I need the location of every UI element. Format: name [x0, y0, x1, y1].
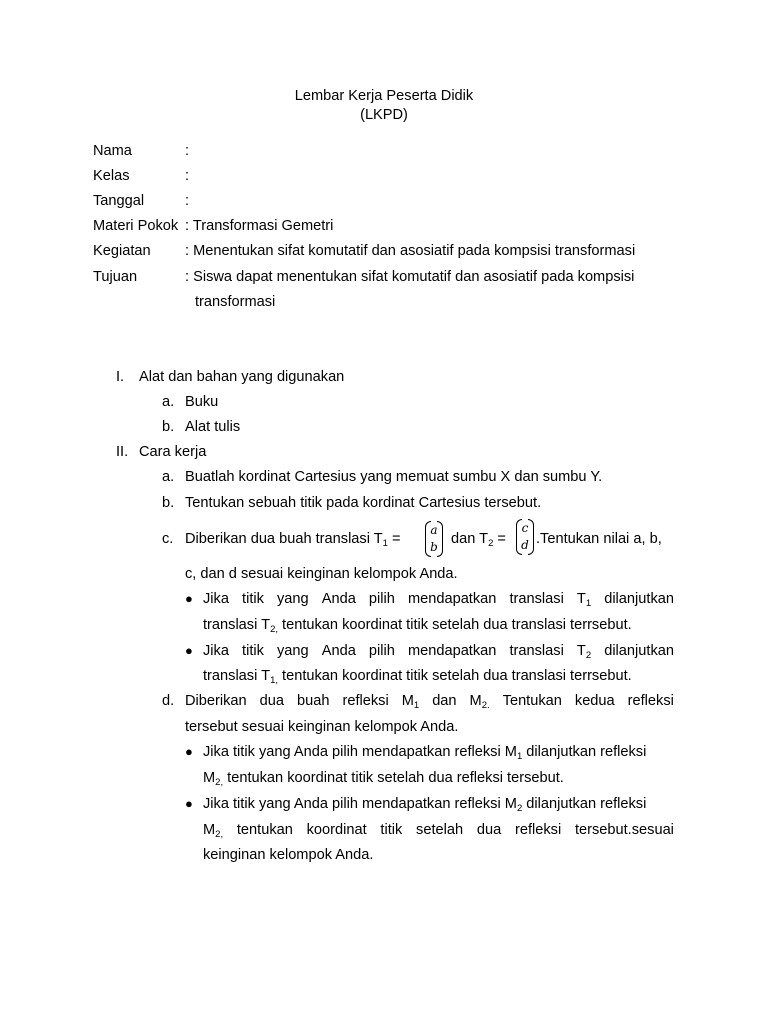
step-a-text: Buatlah kordinat Cartesius yang memuat sumbu X dan sumbu Y.	[185, 469, 603, 485]
vector-t1-bottom: b	[430, 540, 438, 554]
list-marker: a.	[162, 394, 175, 410]
field-value-tujuan-cont: transformasi	[195, 294, 276, 310]
field-value-tujuan: : Siswa dapat menentukan sifat komutatif dan asosiatif pada kompsisi	[185, 269, 635, 285]
section-1-title: Alat dan bahan yang digunakan	[139, 369, 345, 385]
vector-t2-top: c	[521, 521, 529, 535]
field-label-nama: Nama	[93, 143, 132, 159]
d-bullet-1-line-2: $M_{2,}$ tentukan koordinat titik setelah dua refleksi tersebut.	[203, 770, 564, 788]
field-label-tanggal: Tanggal	[93, 193, 145, 209]
step-c-mid: dan $T_2$ =	[451, 531, 506, 549]
vector-t2	[516, 519, 534, 555]
field-label-kelas: Kelas	[93, 168, 130, 184]
document-title: Lembar Kerja Peserta Didik	[294, 88, 474, 104]
list-marker: b.	[162, 495, 175, 511]
field-value-tanggal: :	[185, 193, 190, 209]
c-bullet-2-line-2: translasi $T_{1,}$ tentukan koordinat titik setelah dua translasi terrsebut.	[203, 668, 632, 686]
field-value-nama: :	[185, 143, 190, 159]
vector-t1-top: a	[430, 523, 438, 537]
bullet-icon: ●	[185, 744, 193, 759]
field-label-kegiatan: Kegiatan	[93, 243, 151, 259]
bullet-icon: ●	[185, 643, 193, 658]
step-c-tail: .Tentukan nilai a, b,	[536, 531, 662, 547]
field-value-materi: : Transformasi Gemetri	[185, 218, 334, 234]
vector-t1	[425, 521, 443, 557]
section-1-number: I.	[116, 369, 125, 385]
step-c-cont: c, dan d sesuai keinginan kelompok Anda.	[185, 566, 458, 582]
document-subtitle: (LKPD)	[360, 107, 408, 123]
bullet-icon: ●	[185, 591, 193, 606]
step-d-line-1: Diberikan dua buah refleksi $M_1$ dan $M_{2.}$ Tentukan kedua refleksi	[185, 693, 674, 711]
list-marker: b.	[162, 419, 175, 435]
step-b-text: Tentukan sebuah titik pada kordinat Cartesius tersebut.	[185, 495, 542, 511]
d-bullet-2-line-3: keinginan kelompok Anda.	[203, 847, 374, 863]
field-label-tujuan: Tujuan	[93, 269, 138, 285]
list-item: Buku	[185, 394, 219, 410]
d-bullet-2-line-1: Jika titik yang Anda pilih mendapatkan refleksi $M_2$ dilanjutkan refleksi	[203, 796, 647, 814]
field-value-kelas: :	[185, 168, 190, 184]
list-marker: a.	[162, 469, 175, 485]
c-bullet-2-line-1: Jika titik yang Anda pilih mendapatkan translasi $T_2$ dilanjutkan	[203, 643, 674, 661]
list-item: Alat tulis	[185, 419, 241, 435]
section-2-title: Cara kerja	[139, 444, 207, 460]
list-marker: c.	[162, 531, 174, 547]
d-bullet-2-line-2: $M_{2,}$ tentukan koordinat titik setelah dua refleksi tersebut.sesuai	[203, 822, 674, 840]
field-value-kegiatan: : Menentukan sifat komutatif dan asosiatif pada kompsisi transformasi	[185, 243, 636, 259]
field-label-materi: Materi Pokok	[93, 218, 179, 234]
c-bullet-1-line-2: translasi $T_{2,}$ tentukan koordinat titik setelah dua translasi terrsebut.	[203, 617, 632, 635]
step-d-cont: tersebut sesuai keinginan kelompok Anda.	[185, 719, 459, 735]
c-bullet-1-line-1: Jika titik yang Anda pilih mendapatkan translasi $T_1$ dilanjutkan	[203, 591, 674, 609]
list-marker: d.	[162, 693, 175, 709]
section-2-number: II.	[116, 444, 129, 460]
step-c-lead: Diberikan dua buah translasi $T_1$ =	[185, 531, 401, 549]
bullet-icon: ●	[185, 796, 193, 811]
d-bullet-1-line-1: Jika titik yang Anda pilih mendapatkan refleksi $M_1$ dilanjutkan refleksi	[203, 744, 647, 762]
vector-t2-bottom: d	[521, 538, 529, 552]
